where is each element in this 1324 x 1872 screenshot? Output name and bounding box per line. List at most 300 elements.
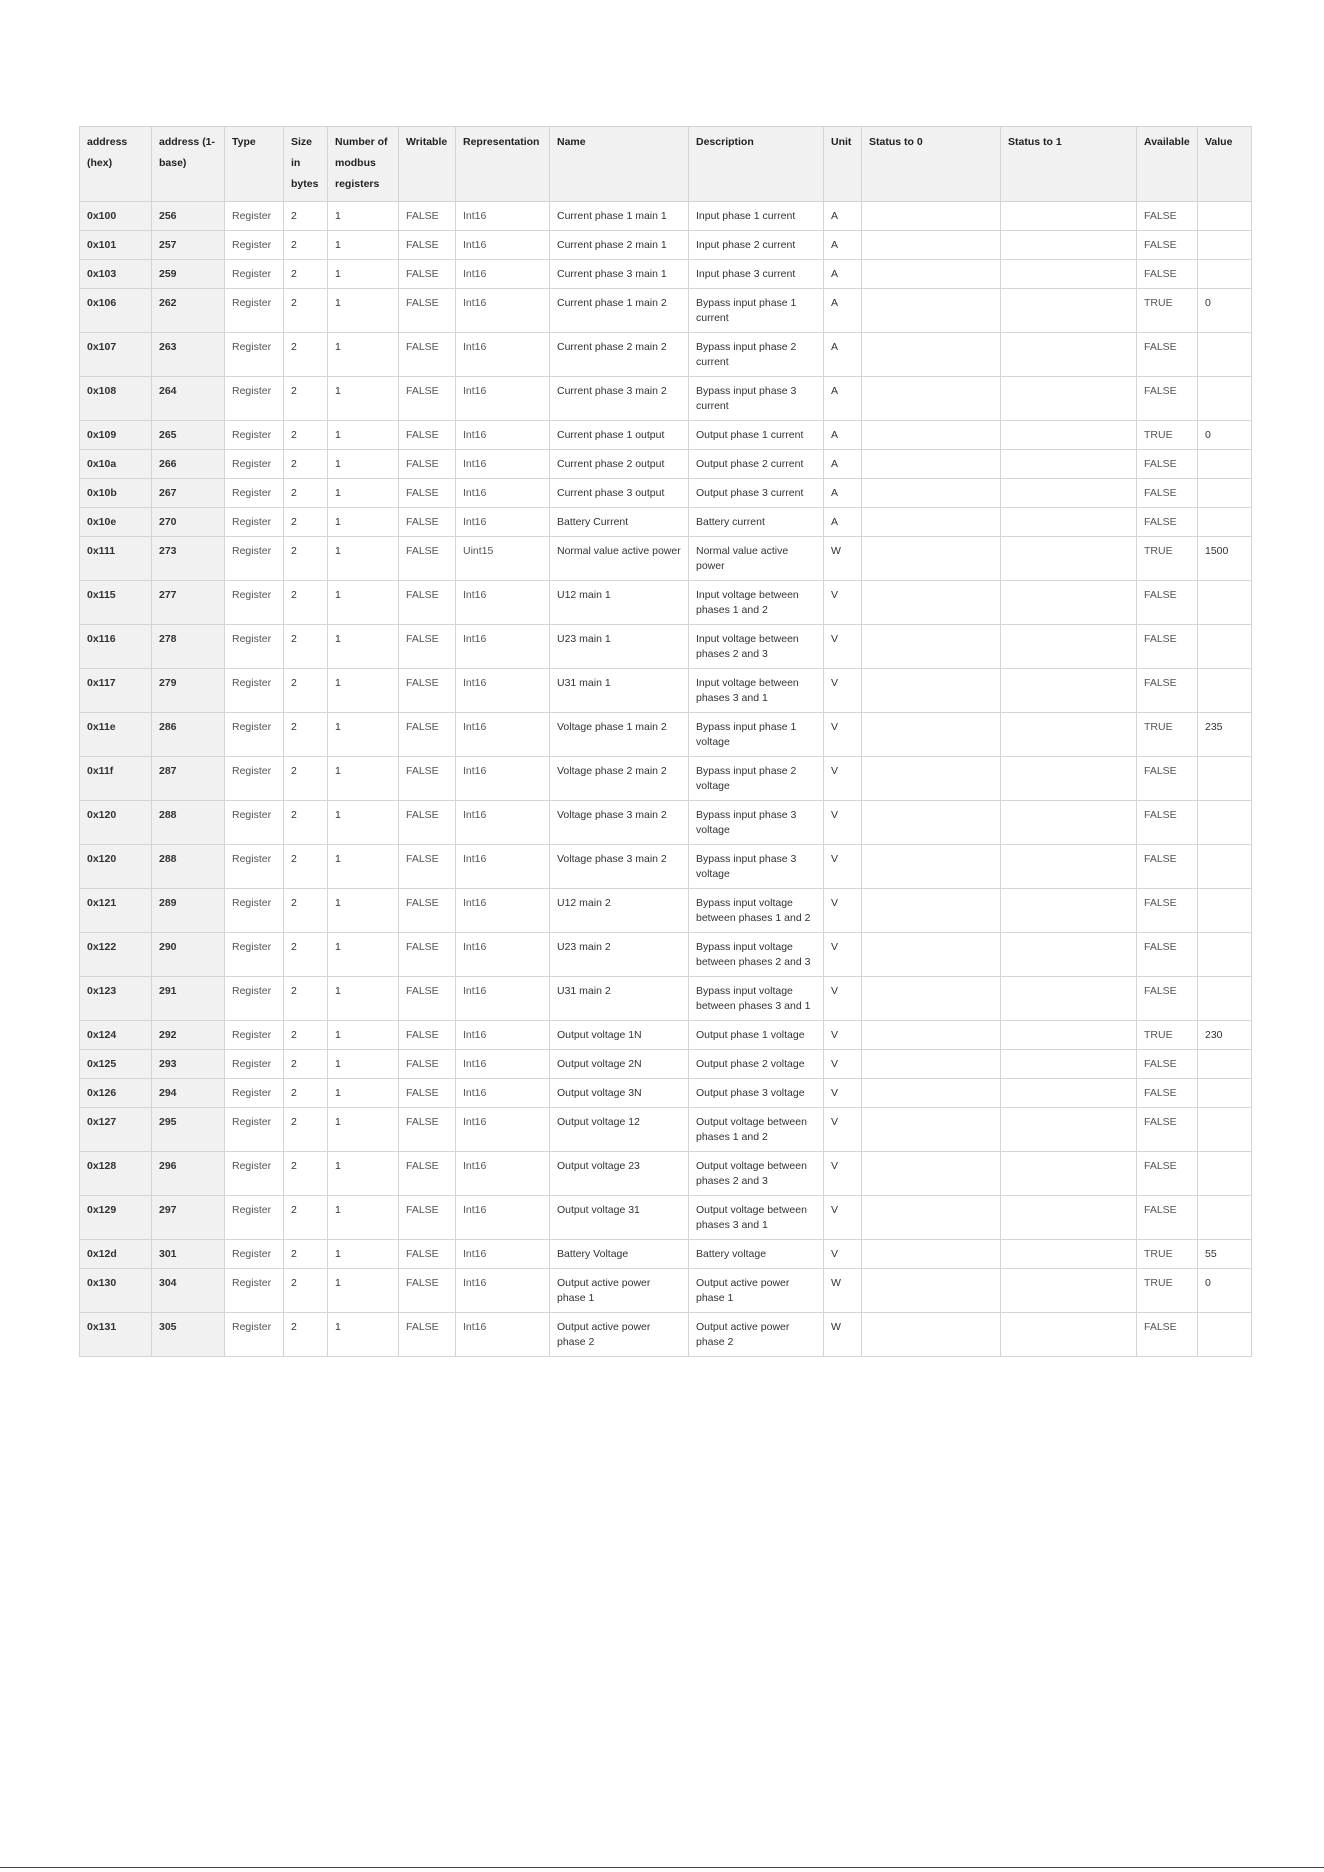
column-header-unit: Unit <box>824 127 862 202</box>
table-row <box>80 231 1252 260</box>
cell-writable: FALSE <box>399 1079 456 1108</box>
cell-status-to-0 <box>862 1079 1001 1108</box>
cell-value <box>1198 508 1252 537</box>
cell-size-in-bytes: 2 <box>284 889 328 933</box>
cell-status-to-0 <box>862 202 1001 231</box>
cell-representation: Int16 <box>456 581 550 625</box>
cell-modbus-registers: 1 <box>328 1269 399 1313</box>
cell-unit: A <box>824 260 862 289</box>
header-row <box>80 127 1252 202</box>
cell-representation: Int16 <box>456 757 550 801</box>
table-row <box>80 625 1252 669</box>
cell-writable: FALSE <box>399 801 456 845</box>
cell-modbus-registers: 1 <box>328 1108 399 1152</box>
column-header-size-in-bytes: Size in bytes <box>284 127 328 202</box>
cell-representation: Int16 <box>456 977 550 1021</box>
table-row <box>80 450 1252 479</box>
cell-address-1-base: 292 <box>152 1021 225 1050</box>
cell-unit: V <box>824 713 862 757</box>
cell-available: FALSE <box>1137 625 1198 669</box>
cell-address-1-base: 265 <box>152 421 225 450</box>
cell-writable: FALSE <box>399 1313 456 1357</box>
cell-type: Register <box>225 231 284 260</box>
cell-size-in-bytes: 2 <box>284 1152 328 1196</box>
cell-modbus-registers: 1 <box>328 757 399 801</box>
cell-address-hex: 0x123 <box>80 977 152 1021</box>
cell-available: FALSE <box>1137 977 1198 1021</box>
cell-address-hex: 0x107 <box>80 333 152 377</box>
table-row <box>80 260 1252 289</box>
cell-size-in-bytes: 2 <box>284 801 328 845</box>
cell-size-in-bytes: 2 <box>284 1196 328 1240</box>
column-header-representation: Representation <box>456 127 550 202</box>
cell-name: Output voltage 2N <box>550 1050 689 1079</box>
cell-value: 0 <box>1198 1269 1252 1313</box>
cell-unit: V <box>824 1021 862 1050</box>
cell-status-to-0 <box>862 845 1001 889</box>
cell-representation: Int16 <box>456 231 550 260</box>
cell-name: Voltage phase 3 main 2 <box>550 845 689 889</box>
cell-description: Output active power phase 2 <box>689 1313 824 1357</box>
cell-description: Output phase 2 voltage <box>689 1050 824 1079</box>
cell-name: Voltage phase 2 main 2 <box>550 757 689 801</box>
cell-representation: Int16 <box>456 1050 550 1079</box>
cell-status-to-1 <box>1001 450 1137 479</box>
cell-writable: FALSE <box>399 889 456 933</box>
cell-status-to-0 <box>862 1050 1001 1079</box>
cell-status-to-1 <box>1001 479 1137 508</box>
cell-status-to-0 <box>862 581 1001 625</box>
cell-type: Register <box>225 977 284 1021</box>
table-row <box>80 933 1252 977</box>
cell-address-hex: 0x115 <box>80 581 152 625</box>
cell-name: Current phase 2 main 2 <box>550 333 689 377</box>
cell-description: Output voltage between phases 3 and 1 <box>689 1196 824 1240</box>
cell-writable: FALSE <box>399 537 456 581</box>
cell-size-in-bytes: 2 <box>284 1050 328 1079</box>
cell-writable: FALSE <box>399 1021 456 1050</box>
cell-size-in-bytes: 2 <box>284 1240 328 1269</box>
cell-description: Input voltage between phases 1 and 2 <box>689 581 824 625</box>
cell-address-hex: 0x120 <box>80 801 152 845</box>
cell-address-hex: 0x11e <box>80 713 152 757</box>
cell-modbus-registers: 1 <box>328 202 399 231</box>
cell-description: Output phase 3 voltage <box>689 1079 824 1108</box>
cell-status-to-0 <box>862 537 1001 581</box>
cell-address-hex: 0x117 <box>80 669 152 713</box>
cell-status-to-1 <box>1001 537 1137 581</box>
cell-value <box>1198 1313 1252 1357</box>
cell-modbus-registers: 1 <box>328 1021 399 1050</box>
cell-modbus-registers: 1 <box>328 1079 399 1108</box>
cell-status-to-1 <box>1001 1050 1137 1079</box>
cell-size-in-bytes: 2 <box>284 713 328 757</box>
cell-address-1-base: 286 <box>152 713 225 757</box>
cell-status-to-1 <box>1001 289 1137 333</box>
cell-name: Current phase 2 main 1 <box>550 231 689 260</box>
cell-description: Output phase 1 current <box>689 421 824 450</box>
cell-value: 55 <box>1198 1240 1252 1269</box>
cell-name: Current phase 1 output <box>550 421 689 450</box>
cell-name: Output voltage 23 <box>550 1152 689 1196</box>
cell-modbus-registers: 1 <box>328 508 399 537</box>
table-header <box>80 127 1252 202</box>
cell-description: Battery voltage <box>689 1240 824 1269</box>
cell-name: U23 main 2 <box>550 933 689 977</box>
cell-available: FALSE <box>1137 889 1198 933</box>
cell-address-1-base: 291 <box>152 977 225 1021</box>
cell-status-to-1 <box>1001 581 1137 625</box>
cell-type: Register <box>225 1269 284 1313</box>
cell-address-1-base: 288 <box>152 801 225 845</box>
cell-available: FALSE <box>1137 845 1198 889</box>
cell-available: TRUE <box>1137 713 1198 757</box>
cell-status-to-1 <box>1001 669 1137 713</box>
cell-address-hex: 0x131 <box>80 1313 152 1357</box>
cell-status-to-0 <box>862 977 1001 1021</box>
table-row <box>80 845 1252 889</box>
cell-size-in-bytes: 2 <box>284 977 328 1021</box>
cell-address-hex: 0x111 <box>80 537 152 581</box>
cell-size-in-bytes: 2 <box>284 757 328 801</box>
cell-size-in-bytes: 2 <box>284 581 328 625</box>
cell-writable: FALSE <box>399 260 456 289</box>
cell-available: FALSE <box>1137 1108 1198 1152</box>
cell-available: TRUE <box>1137 421 1198 450</box>
cell-address-hex: 0x12d <box>80 1240 152 1269</box>
cell-size-in-bytes: 2 <box>284 289 328 333</box>
cell-status-to-0 <box>862 625 1001 669</box>
cell-address-1-base: 294 <box>152 1079 225 1108</box>
column-header-writable: Writable <box>399 127 456 202</box>
column-header-address-1-base: address (1-base) <box>152 127 225 202</box>
cell-writable: FALSE <box>399 625 456 669</box>
cell-unit: A <box>824 450 862 479</box>
cell-address-1-base: 279 <box>152 669 225 713</box>
cell-address-1-base: 304 <box>152 1269 225 1313</box>
cell-modbus-registers: 1 <box>328 801 399 845</box>
cell-address-1-base: 295 <box>152 1108 225 1152</box>
cell-representation: Uint15 <box>456 537 550 581</box>
cell-representation: Int16 <box>456 713 550 757</box>
cell-value <box>1198 933 1252 977</box>
table-row <box>80 757 1252 801</box>
cell-size-in-bytes: 2 <box>284 1269 328 1313</box>
cell-status-to-1 <box>1001 1196 1137 1240</box>
cell-modbus-registers: 1 <box>328 713 399 757</box>
cell-available: FALSE <box>1137 757 1198 801</box>
cell-modbus-registers: 1 <box>328 845 399 889</box>
cell-type: Register <box>225 801 284 845</box>
cell-unit: A <box>824 231 862 260</box>
cell-type: Register <box>225 377 284 421</box>
cell-address-hex: 0x106 <box>80 289 152 333</box>
cell-address-hex: 0x121 <box>80 889 152 933</box>
cell-description: Input phase 3 current <box>689 260 824 289</box>
column-header-value: Value <box>1198 127 1252 202</box>
cell-type: Register <box>225 289 284 333</box>
cell-status-to-1 <box>1001 1240 1137 1269</box>
cell-modbus-registers: 1 <box>328 669 399 713</box>
cell-status-to-0 <box>862 231 1001 260</box>
cell-available: FALSE <box>1137 669 1198 713</box>
cell-status-to-1 <box>1001 1313 1137 1357</box>
cell-unit: A <box>824 202 862 231</box>
cell-status-to-0 <box>862 1269 1001 1313</box>
cell-status-to-0 <box>862 801 1001 845</box>
cell-address-1-base: 290 <box>152 933 225 977</box>
cell-address-hex: 0x128 <box>80 1152 152 1196</box>
cell-modbus-registers: 1 <box>328 537 399 581</box>
cell-size-in-bytes: 2 <box>284 231 328 260</box>
cell-description: Bypass input phase 1 current <box>689 289 824 333</box>
cell-address-hex: 0x103 <box>80 260 152 289</box>
cell-representation: Int16 <box>456 202 550 231</box>
cell-name: Current phase 3 main 1 <box>550 260 689 289</box>
cell-description: Output phase 2 current <box>689 450 824 479</box>
cell-address-hex: 0x125 <box>80 1050 152 1079</box>
footer-rule <box>0 1867 1324 1868</box>
column-header-name: Name <box>550 127 689 202</box>
cell-writable: FALSE <box>399 1050 456 1079</box>
cell-modbus-registers: 1 <box>328 1313 399 1357</box>
cell-modbus-registers: 1 <box>328 450 399 479</box>
cell-address-1-base: 278 <box>152 625 225 669</box>
cell-value <box>1198 581 1252 625</box>
cell-representation: Int16 <box>456 1152 550 1196</box>
cell-description: Bypass input voltage between phases 2 and 3 <box>689 933 824 977</box>
cell-type: Register <box>225 479 284 508</box>
cell-status-to-0 <box>862 1021 1001 1050</box>
cell-size-in-bytes: 2 <box>284 508 328 537</box>
cell-description: Output phase 3 current <box>689 479 824 508</box>
cell-name: Output voltage 12 <box>550 1108 689 1152</box>
cell-available: FALSE <box>1137 933 1198 977</box>
cell-status-to-0 <box>862 289 1001 333</box>
cell-name: Current phase 3 output <box>550 479 689 508</box>
cell-value: 235 <box>1198 713 1252 757</box>
cell-status-to-0 <box>862 1240 1001 1269</box>
cell-representation: Int16 <box>456 1240 550 1269</box>
cell-status-to-0 <box>862 889 1001 933</box>
cell-unit: V <box>824 625 862 669</box>
cell-name: Output voltage 31 <box>550 1196 689 1240</box>
cell-value <box>1198 1196 1252 1240</box>
cell-unit: V <box>824 1152 862 1196</box>
cell-type: Register <box>225 889 284 933</box>
cell-representation: Int16 <box>456 1313 550 1357</box>
cell-type: Register <box>225 1021 284 1050</box>
cell-type: Register <box>225 1079 284 1108</box>
cell-address-1-base: 289 <box>152 889 225 933</box>
cell-unit: W <box>824 1269 862 1313</box>
cell-type: Register <box>225 1050 284 1079</box>
cell-available: FALSE <box>1137 260 1198 289</box>
cell-address-1-base: 256 <box>152 202 225 231</box>
cell-writable: FALSE <box>399 669 456 713</box>
cell-address-1-base: 287 <box>152 757 225 801</box>
cell-unit: V <box>824 1079 862 1108</box>
cell-address-hex: 0x120 <box>80 845 152 889</box>
cell-available: FALSE <box>1137 1152 1198 1196</box>
cell-name: U12 main 2 <box>550 889 689 933</box>
cell-unit: V <box>824 977 862 1021</box>
cell-address-1-base: 297 <box>152 1196 225 1240</box>
cell-size-in-bytes: 2 <box>284 377 328 421</box>
cell-writable: FALSE <box>399 713 456 757</box>
cell-status-to-1 <box>1001 1152 1137 1196</box>
cell-description: Bypass input phase 3 current <box>689 377 824 421</box>
cell-name: U31 main 2 <box>550 977 689 1021</box>
cell-status-to-1 <box>1001 801 1137 845</box>
cell-writable: FALSE <box>399 845 456 889</box>
document-page <box>79 126 1251 1357</box>
cell-description: Bypass input phase 2 voltage <box>689 757 824 801</box>
cell-name: Current phase 2 output <box>550 450 689 479</box>
cell-status-to-0 <box>862 1152 1001 1196</box>
cell-unit: V <box>824 933 862 977</box>
cell-type: Register <box>225 421 284 450</box>
column-header-description: Description <box>689 127 824 202</box>
cell-name: Current phase 1 main 1 <box>550 202 689 231</box>
cell-name: Voltage phase 1 main 2 <box>550 713 689 757</box>
cell-status-to-1 <box>1001 202 1137 231</box>
cell-status-to-0 <box>862 479 1001 508</box>
cell-address-1-base: 264 <box>152 377 225 421</box>
column-header-available: Available <box>1137 127 1198 202</box>
cell-unit: A <box>824 377 862 421</box>
cell-address-1-base: 277 <box>152 581 225 625</box>
cell-name: Battery Current <box>550 508 689 537</box>
cell-name: U12 main 1 <box>550 581 689 625</box>
cell-status-to-0 <box>862 713 1001 757</box>
cell-representation: Int16 <box>456 1108 550 1152</box>
cell-description: Output phase 1 voltage <box>689 1021 824 1050</box>
cell-address-hex: 0x101 <box>80 231 152 260</box>
column-header-status-to-0: Status to 0 <box>862 127 1001 202</box>
cell-address-hex: 0x10b <box>80 479 152 508</box>
cell-address-hex: 0x10a <box>80 450 152 479</box>
cell-modbus-registers: 1 <box>328 933 399 977</box>
cell-writable: FALSE <box>399 333 456 377</box>
cell-address-hex: 0x11f <box>80 757 152 801</box>
table-row <box>80 801 1252 845</box>
cell-address-1-base: 263 <box>152 333 225 377</box>
cell-value <box>1198 801 1252 845</box>
cell-modbus-registers: 1 <box>328 333 399 377</box>
cell-unit: V <box>824 1108 862 1152</box>
table-row <box>80 289 1252 333</box>
cell-status-to-1 <box>1001 845 1137 889</box>
cell-available: FALSE <box>1137 581 1198 625</box>
cell-name: Output voltage 3N <box>550 1079 689 1108</box>
cell-status-to-0 <box>862 377 1001 421</box>
cell-type: Register <box>225 713 284 757</box>
cell-modbus-registers: 1 <box>328 289 399 333</box>
cell-description: Input voltage between phases 2 and 3 <box>689 625 824 669</box>
cell-representation: Int16 <box>456 625 550 669</box>
table-row <box>80 508 1252 537</box>
cell-address-1-base: 257 <box>152 231 225 260</box>
cell-type: Register <box>225 581 284 625</box>
cell-description: Input voltage between phases 3 and 1 <box>689 669 824 713</box>
cell-representation: Int16 <box>456 333 550 377</box>
cell-status-to-1 <box>1001 933 1137 977</box>
cell-type: Register <box>225 1240 284 1269</box>
cell-name: Output active power phase 1 <box>550 1269 689 1313</box>
cell-representation: Int16 <box>456 1079 550 1108</box>
table-row <box>80 581 1252 625</box>
cell-available: FALSE <box>1137 377 1198 421</box>
cell-unit: V <box>824 669 862 713</box>
table-row <box>80 377 1252 421</box>
cell-name: Current phase 1 main 2 <box>550 289 689 333</box>
cell-modbus-registers: 1 <box>328 421 399 450</box>
cell-address-1-base: 266 <box>152 450 225 479</box>
cell-unit: W <box>824 1313 862 1357</box>
column-header-modbus-registers: Number of modbus registers <box>328 127 399 202</box>
cell-status-to-1 <box>1001 625 1137 669</box>
cell-available: FALSE <box>1137 508 1198 537</box>
cell-type: Register <box>225 333 284 377</box>
cell-name: Battery Voltage <box>550 1240 689 1269</box>
cell-description: Bypass input phase 3 voltage <box>689 801 824 845</box>
cell-size-in-bytes: 2 <box>284 260 328 289</box>
cell-representation: Int16 <box>456 289 550 333</box>
cell-address-1-base: 293 <box>152 1050 225 1079</box>
cell-writable: FALSE <box>399 450 456 479</box>
modbus-register-table <box>79 126 1252 1357</box>
cell-value <box>1198 1108 1252 1152</box>
cell-size-in-bytes: 2 <box>284 421 328 450</box>
cell-available: FALSE <box>1137 231 1198 260</box>
table-row <box>80 1240 1252 1269</box>
cell-modbus-registers: 1 <box>328 625 399 669</box>
cell-representation: Int16 <box>456 1196 550 1240</box>
cell-size-in-bytes: 2 <box>284 333 328 377</box>
cell-type: Register <box>225 1196 284 1240</box>
cell-available: FALSE <box>1137 801 1198 845</box>
cell-writable: FALSE <box>399 1269 456 1313</box>
cell-status-to-0 <box>862 1108 1001 1152</box>
cell-address-hex: 0x129 <box>80 1196 152 1240</box>
cell-available: TRUE <box>1137 537 1198 581</box>
cell-representation: Int16 <box>456 421 550 450</box>
cell-address-hex: 0x109 <box>80 421 152 450</box>
cell-unit: A <box>824 289 862 333</box>
cell-type: Register <box>225 450 284 479</box>
cell-address-hex: 0x10e <box>80 508 152 537</box>
table-row <box>80 333 1252 377</box>
cell-size-in-bytes: 2 <box>284 625 328 669</box>
cell-address-1-base: 259 <box>152 260 225 289</box>
column-header-type: Type <box>225 127 284 202</box>
cell-address-hex: 0x122 <box>80 933 152 977</box>
cell-value <box>1198 977 1252 1021</box>
cell-description: Output voltage between phases 1 and 2 <box>689 1108 824 1152</box>
cell-type: Register <box>225 202 284 231</box>
table-row <box>80 1269 1252 1313</box>
cell-value <box>1198 845 1252 889</box>
cell-size-in-bytes: 2 <box>284 1108 328 1152</box>
cell-status-to-0 <box>862 1196 1001 1240</box>
cell-status-to-1 <box>1001 377 1137 421</box>
cell-unit: V <box>824 1050 862 1079</box>
cell-status-to-1 <box>1001 713 1137 757</box>
cell-status-to-1 <box>1001 1021 1137 1050</box>
cell-address-hex: 0x100 <box>80 202 152 231</box>
cell-description: Output active power phase 1 <box>689 1269 824 1313</box>
